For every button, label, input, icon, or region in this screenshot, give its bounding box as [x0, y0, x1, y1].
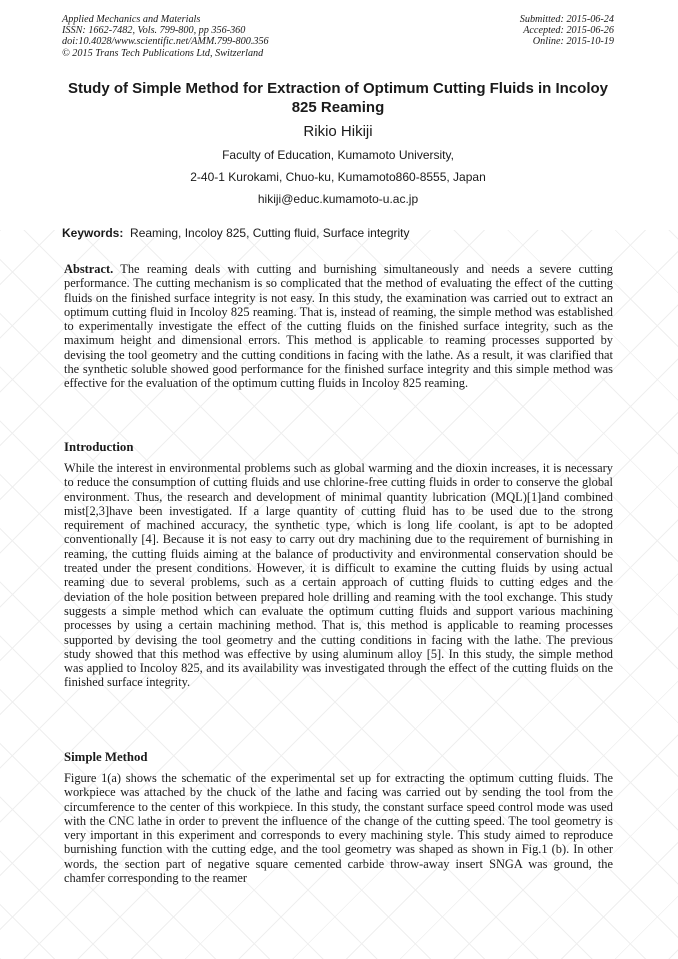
- keywords: [62, 226, 614, 241]
- submitted-date: Submitted: 2015-06-24: [519, 14, 614, 25]
- section-heading-simple-method: Simple Method: [64, 750, 148, 764]
- abstract-text: The reaming deals with cutting and burnishing simultaneously and needs a severe cutting performance. The cutting mechanism is so complicated that the method of evaluating the effect of the cutting fluids on the finished surface integrity is not easy. In this study, the examination was carried out to extract an optimum cutting fluid in Incoloy 825 reaming. That is, instead of reaming, the simple method was established to experimentally investigate the effect of the cutting fluids on the finished surface integrity, such as the maximum height and dimensional errors. This method is applicable to reaming processes supported by devising the tool geometry and the cutting conditions in facing with the lathe. As a result, it was clarified that the synthetic soluble showed good performance for the finished surface integrity and this simple method was effective for the evaluation of the optimum cutting fluids in Incoloy 825 reaming.: [64, 262, 613, 391]
- author-email: hikiji@educ.kumamoto-u.ac.jp: [257, 192, 419, 206]
- accepted-date: Accepted: 2015-06-26: [523, 25, 614, 37]
- online-date: Online: 2015-10-19: [532, 36, 614, 48]
- abstract: [64, 262, 613, 391]
- keywords-text: Reaming, Incoloy 825, Cutting fluid, Surface integrity: [130, 226, 410, 240]
- journal-name: Applied Mechanics and Materials: [62, 14, 201, 25]
- submission-dates: [520, 14, 614, 48]
- affiliation-line-2: 2-40-1 Kurokami, Chuo-ku, Kumamoto860-8555, Japan: [190, 170, 486, 184]
- journal-info: [62, 14, 269, 59]
- doi-line: doi:10.4028/www.scientific.net/AMM.799-800.356: [62, 36, 269, 48]
- paper-title: Study of Simple Method for Extraction of Optimum Cutting Fluids in Incoloy 825 Reaming: [68, 80, 608, 116]
- abstract-label: Abstract.: [64, 262, 114, 276]
- affiliation-line-1: Faculty of Education, Kumamoto University,: [222, 148, 454, 162]
- keywords-label: Keywords:: [62, 226, 124, 240]
- copyright-line: © 2015 Trans Tech Publications Ltd, Switzerland: [62, 47, 264, 59]
- introduction-text: While the interest in environmental problems such as global warming and the dioxin increases, it is necessary to reduce the consumption of cutting fluids and use chlorine-free cutting fluids in order to conserve the global environment. Thus, the research and development of minimal quantity lubrication (MQL)[1]and combined mist[2,3]have been investigated. If a large quantity of cutting fluid has to be used due to the strong requirement of machined accuracy, the synthetic type, which is long life coolant, is apt to be adopted conventionally [4]. Because it is not easy to carry out dry machining due to the requirement of burnishing in reaming, the cutting fluids aiming at the balance of productivity and environmental conservation should be treated under the present conditions. However, it is difficult to examine the cutting fluids by using actual reaming due to several problems, such as a certain approach of cutting fluids to cutting edges and the deviation of the hole position between prepared hole drilling and reaming with the tool exchange. This study suggests a simple method which can evaluate the optimum cutting fluids and support various machining processes by using a certain machining method. That is, this method is applicable to reaming processes supported by devising the tool geometry and the cutting conditions in facing with the lathe. The previous study showed that this method was effective by using aluminum alloy [5]. In this study, the simple method was applied to Incoloy 825, and its availability was investigated through the effect of the cutting fluids on the finished surface integrity.: [64, 461, 613, 690]
- simple-method-text: Figure 1(a) shows the schematic of the experimental set up for extracting the optimum cutting fluids. The workpiece was attached by the chuck of the lathe and facing was carried out by sending the tool from the circumference to the center of this workpiece. In this study, the constant surface speed control mode was used with the CNC lathe in order to prevent the influence of the change of the cutting speed. The tool geometry is very important in this experiment and corresponds to every machining style. This study aimed to reproduce burnishing function with the cutting edge, and the tool geometry was shaped as shown in Fig.1 (b). In other words, the section part of negative square cemented carbide throw-away insert SNGA was ground, the chamfer corresponding to the reamer: [64, 771, 613, 886]
- issn-line: ISSN: 1662-7482, Vols. 799-800, pp 356-360: [62, 25, 246, 37]
- author-name: Rikio Hikiji: [303, 123, 373, 140]
- section-heading-introduction: Introduction: [64, 440, 134, 454]
